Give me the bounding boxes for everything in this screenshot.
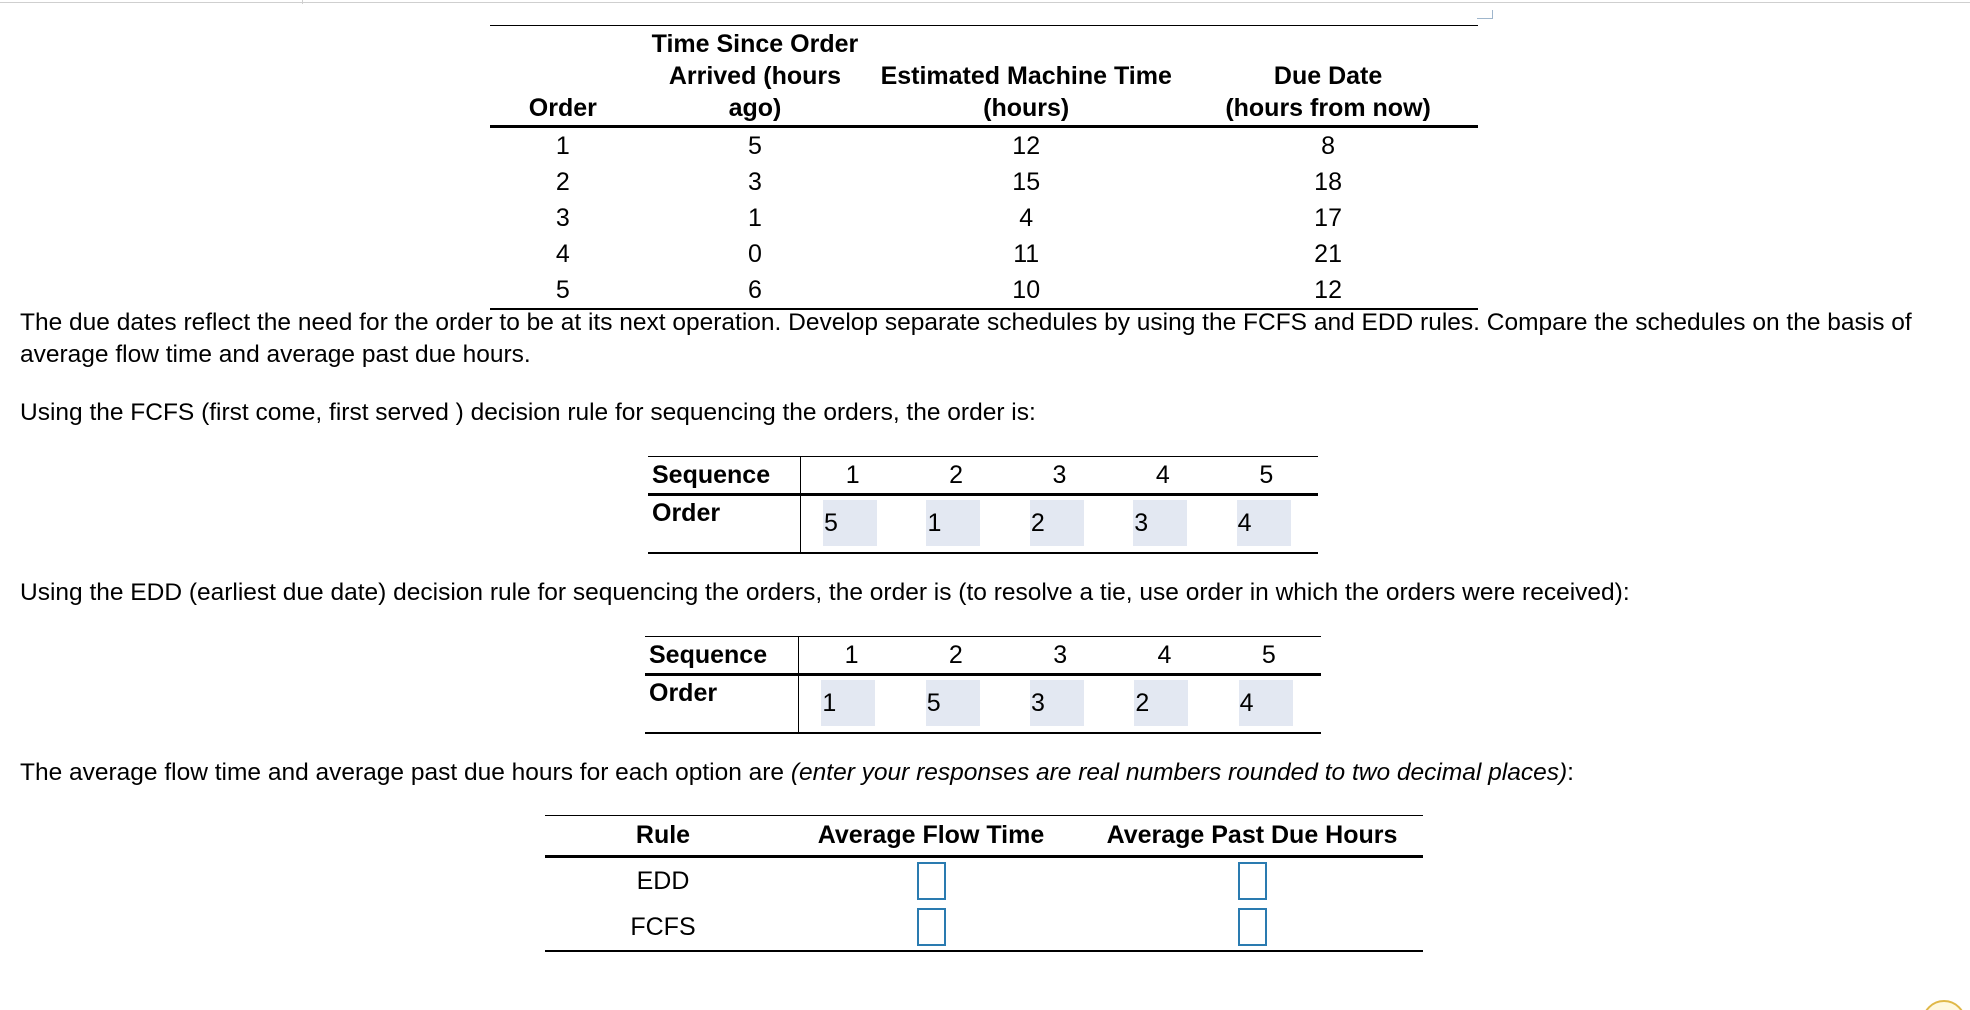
sequence-number: 4 [1157,640,1172,669]
cell-time-since-arrived: 5 [748,131,762,160]
fcfs-order-answer[interactable]: 5 [823,500,877,546]
header-order: Order [528,94,597,122]
sequence-number: 3 [1053,640,1068,669]
header-average-past-due-hours: Average Past Due Hours [1106,821,1398,849]
sequence-number: 5 [1261,640,1276,669]
cell-machine-time: 12 [1012,131,1041,160]
cell-due-date: 21 [1314,239,1342,268]
top-border [0,0,1970,3]
header-rule: Rule [635,821,691,849]
table-corner-mark [1477,10,1493,19]
fcfs-prompt: Using the FCFS (first come, first served ) decision rule for sequencing the orders, the order is: [20,399,1036,426]
edd-avg-past-due-input[interactable] [1238,862,1267,900]
edd-sequence-row [645,637,1321,675]
rule-name: EDD [636,866,690,895]
header-average-flow-time: Average Flow Time [817,821,1045,849]
fcfs-order-answer[interactable]: 3 [1133,500,1187,546]
sequence-number: 2 [949,460,964,489]
table-row [490,200,1478,236]
table-row [490,164,1478,200]
results-prompt: The average flow time and average past due hours for each option are (enter your responses are real numbers rounded to two decimal places): [20,759,1574,786]
cell-machine-time: 11 [1013,239,1040,268]
sequence-number: 5 [1259,460,1274,489]
fcfs-order-answer[interactable]: 4 [1237,500,1291,546]
order-label: Order [645,675,799,734]
edd-order-row [645,675,1321,734]
header-time-since-arrived: Time Since Order Arrived (hours ago) [651,30,859,122]
cell-due-date: 12 [1314,275,1342,304]
cell-machine-time: 10 [1012,275,1041,304]
results-table [545,815,1423,952]
fcfs-order-answer[interactable]: 1 [926,500,980,546]
header-due-date: Due Date (hours from now) [1225,62,1431,122]
sequence-label: Sequence [645,637,799,675]
sequence-number: 4 [1155,460,1170,489]
table-row [490,236,1478,272]
edd-order-answer[interactable]: 3 [1030,680,1084,726]
data-table-header-row [490,26,1478,127]
results-row-edd [545,857,1423,905]
cell-time-since-arrived: 3 [748,167,762,196]
cell-machine-time: 4 [1019,203,1034,232]
edd-order-answer[interactable]: 4 [1239,680,1293,726]
rule-name: FCFS [630,912,696,941]
header-machine-time: Estimated Machine Time (hours) [880,62,1172,122]
order-data-table [490,25,1478,310]
fcfs-sequence-row [648,457,1318,495]
edd-order-answer[interactable]: 2 [1134,680,1188,726]
order-label: Order [648,495,801,554]
sequence-number: 2 [948,640,963,669]
problem-statement: The due dates reflect the need for the order to be at its next operation. Develop separate schedules by using the FCFS and EDD rules. Compare the schedules on the basis of average flow time and average past due hours. [20,309,1912,368]
table-row [490,127,1478,165]
cell-time-since-arrived: 0 [748,239,762,268]
cell-order: 2 [555,167,570,196]
cell-due-date: 8 [1321,131,1336,160]
edd-sequence-table [645,636,1321,734]
results-header-row [545,816,1423,857]
edd-order-answer[interactable]: 1 [821,680,875,726]
edd-prompt: Using the EDD (earliest due date) decision rule for sequencing the orders, the order is (to resolve a tie, use order in which the orders were received): [20,579,1630,606]
table-row [490,272,1478,309]
edd-avg-flow-time-input[interactable] [917,862,946,900]
fcfs-order-row [648,495,1318,554]
cell-order: 3 [555,203,570,232]
cell-machine-time: 15 [1012,167,1041,196]
sequence-number: 3 [1052,460,1067,489]
fcfs-avg-flow-time-input[interactable] [917,908,946,946]
sequence-number: 1 [845,460,860,489]
fcfs-avg-past-due-input[interactable] [1238,908,1267,946]
fcfs-order-answer[interactable]: 2 [1030,500,1084,546]
fcfs-sequence-table [648,456,1318,554]
cell-due-date: 18 [1314,167,1342,196]
top-border-tick [302,0,303,4]
cell-due-date: 17 [1314,203,1342,232]
sequence-number: 1 [844,640,859,669]
results-row-fcfs [545,904,1423,951]
cell-order: 1 [555,131,570,160]
sequence-label: Sequence [648,457,801,495]
cell-time-since-arrived: 6 [748,275,762,304]
cell-order: 4 [555,239,570,268]
cell-time-since-arrived: 1 [748,203,762,232]
help-orb-icon[interactable] [1922,1000,1966,1010]
cell-order: 5 [555,275,570,304]
edd-order-answer[interactable]: 5 [926,680,980,726]
